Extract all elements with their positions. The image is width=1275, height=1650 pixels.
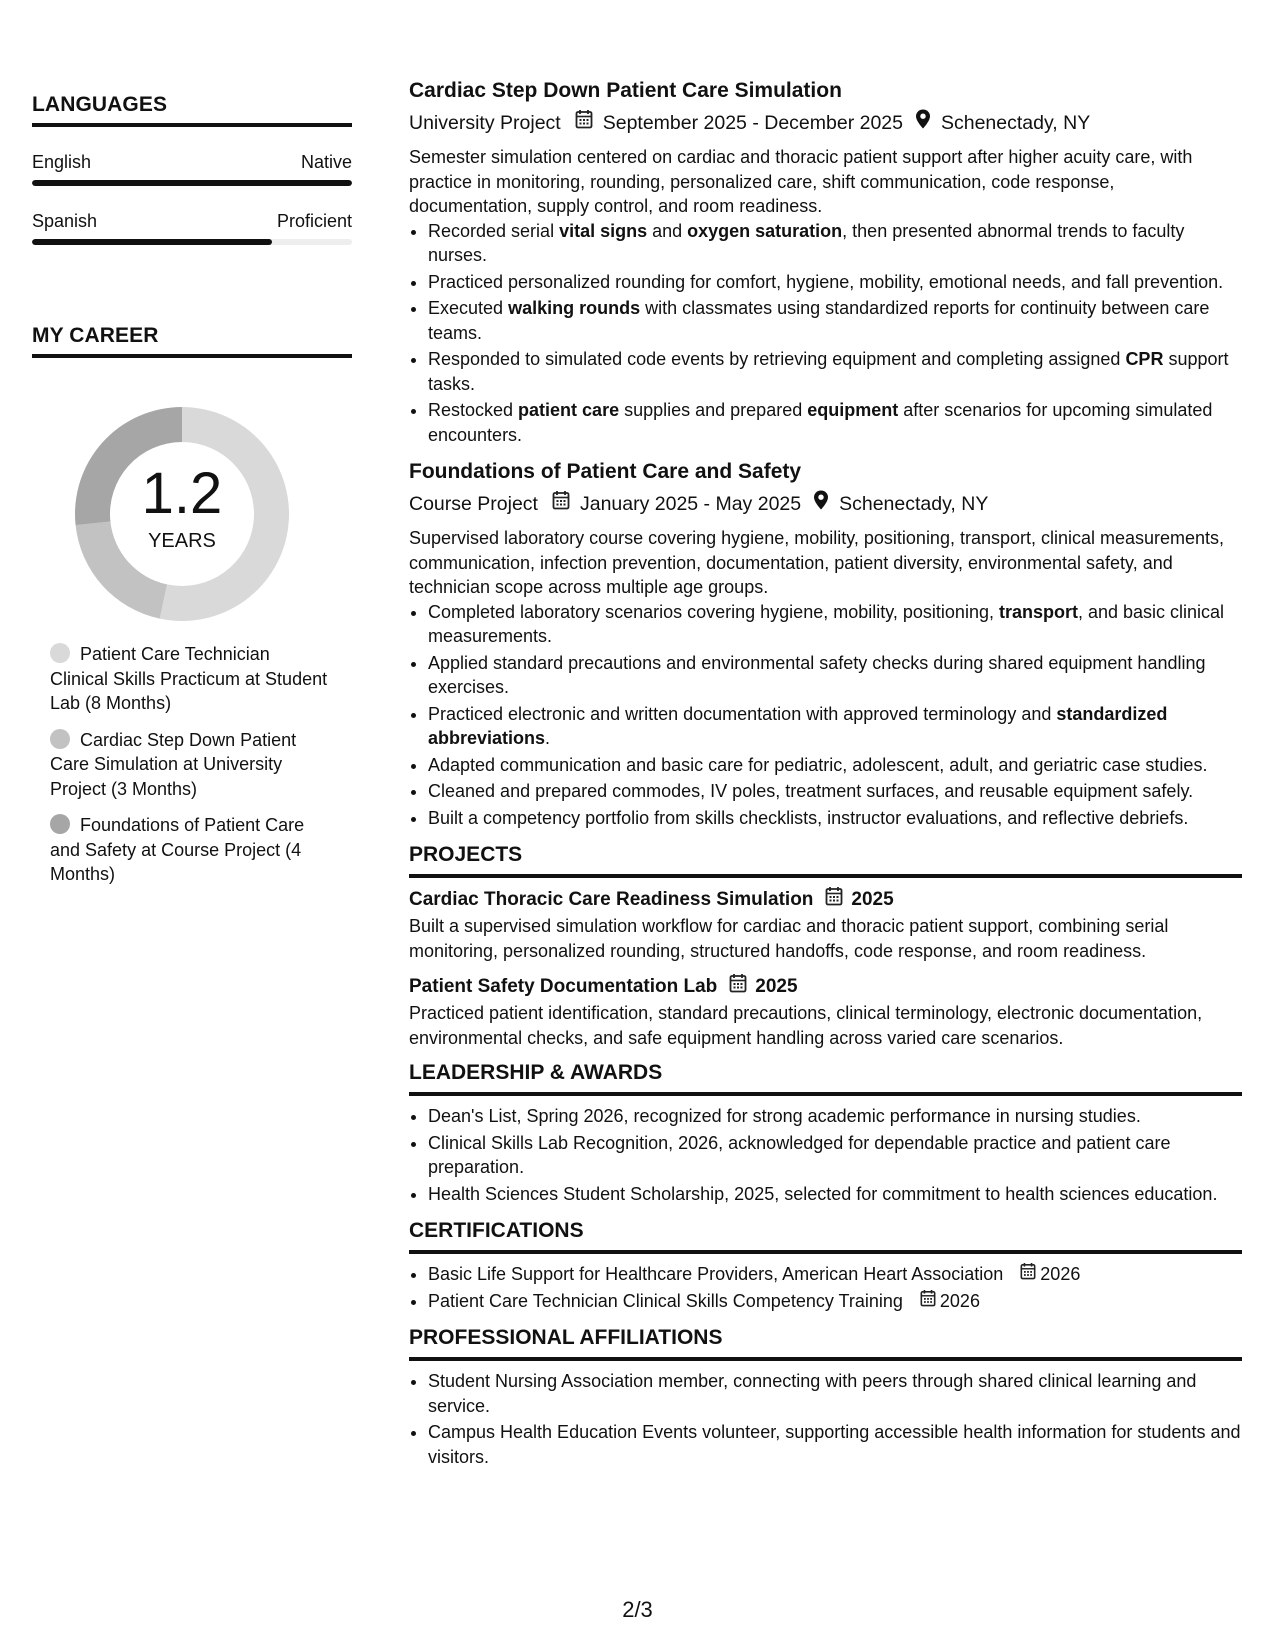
certification-year: 2026 bbox=[939, 1290, 980, 1311]
bullet-keyword: oxygen saturation bbox=[687, 220, 843, 241]
bullet-text: Adapted communication and basic care for pediatric, adolescent, adult, and geriatric case studies. bbox=[428, 754, 1208, 775]
list-item: • Campus Health Education Events volunteer, supporting accessible health information for students and visitors. bbox=[428, 1420, 1242, 1469]
leadership-list bbox=[409, 1104, 1242, 1206]
calendar-icon bbox=[729, 973, 747, 1001]
bullet-text: Recorded serial bbox=[428, 220, 560, 241]
project-title: Cardiac Thoracic Care Readiness Simulation bbox=[409, 889, 814, 910]
experience-entry bbox=[409, 78, 1242, 447]
bullet-keyword: CPR bbox=[1125, 349, 1164, 369]
project-item bbox=[409, 886, 1242, 963]
leadership-rule bbox=[409, 1092, 1242, 1096]
entry-dates: January 2025 - May 2025 bbox=[579, 492, 802, 515]
career-total-value: 1.2 bbox=[141, 461, 223, 526]
certification-name: Basic Life Support for Healthcare Providers, American Heart Association bbox=[428, 1264, 1004, 1284]
leadership-heading: LEADERSHIP & AWARDS bbox=[409, 1061, 663, 1084]
list-item bbox=[428, 1289, 1242, 1314]
bullet-text: Completed laboratory scenarios covering hygiene, mobility, positioning, bbox=[428, 601, 999, 622]
calendar-icon bbox=[575, 109, 593, 136]
bullet-text: Practiced personalized rounding for comfort, hygiene, mobility, emotional needs, and fall prevention. bbox=[428, 271, 1224, 292]
bullet-item bbox=[428, 779, 1242, 804]
bullet-item bbox=[428, 398, 1242, 447]
list-item: • Health Sciences Student Scholarship, 2025, selected for commitment to health sciences education. bbox=[428, 1182, 1242, 1207]
entry-bullets bbox=[409, 219, 1242, 448]
legend-dot bbox=[50, 643, 70, 663]
bullet-text: Built a competency portfolio from skills checklists, instructor evaluations, and reflective debriefs. bbox=[428, 807, 1189, 828]
language-name: Spanish bbox=[32, 211, 98, 231]
bullet-text: after scenarios for upcoming simulated encounters. bbox=[428, 400, 1213, 445]
bullet-text: Applied standard precautions and environmental safety checks during shared equipment handling exercises. bbox=[428, 652, 1206, 697]
certifications-list bbox=[409, 1262, 1242, 1313]
career-item-text: Cardiac Step Down Patient Care Simulation at University Project (3 Months) bbox=[50, 729, 297, 799]
bullet-text: and bbox=[647, 220, 688, 241]
project-title-row bbox=[409, 973, 1242, 1001]
career-legend-item bbox=[50, 728, 332, 802]
bullet-item bbox=[428, 651, 1242, 700]
certification-year: 2026 bbox=[1040, 1264, 1081, 1284]
bullet-item bbox=[428, 270, 1242, 295]
map-pin-icon bbox=[813, 490, 829, 517]
bullet-keyword: standardized abbreviations bbox=[428, 703, 1168, 748]
bullet-item bbox=[428, 347, 1242, 396]
language-name: English bbox=[32, 152, 92, 172]
career-total-unit: YEARS bbox=[148, 530, 216, 552]
bullet-text: , and basic clinical measurements. bbox=[428, 601, 1225, 646]
project-description: Built a supervised simulation workflow for cardiac and thoracic patient support, combining serial monitoring, personalized rounding, structured handoffs, code response, and room readiness. bbox=[409, 916, 1169, 961]
career-legend-item bbox=[50, 642, 332, 716]
entry-dates: September 2025 - December 2025 bbox=[602, 111, 903, 134]
language-proficiency-bar bbox=[32, 180, 352, 186]
bullet-item bbox=[428, 600, 1242, 649]
certifications-heading: CERTIFICATIONS bbox=[409, 1219, 584, 1242]
bullet-item bbox=[428, 753, 1242, 778]
bullet-text: support tasks. bbox=[428, 349, 1229, 394]
language-spanish bbox=[32, 210, 352, 245]
bullet-keyword: walking rounds bbox=[508, 298, 641, 318]
language-level: Proficient bbox=[276, 211, 352, 231]
certifications-rule bbox=[409, 1250, 1242, 1254]
entry-org: University Project bbox=[409, 111, 561, 134]
language-proficiency-fill bbox=[32, 239, 272, 245]
calendar-icon bbox=[825, 886, 843, 914]
career-item-text: Foundations of Patient Care and Safety at Course Project (4 Months) bbox=[50, 815, 305, 884]
entry-description: Semester simulation centered on cardiac and thoracic patient support after higher acuity care, with practice in monitoring, rounding, personalized care, shift communication, code response, documentation, supply control, and room readiness. bbox=[409, 147, 1193, 216]
list-item bbox=[428, 1262, 1242, 1287]
project-title: Patient Safety Documentation Lab bbox=[409, 976, 718, 997]
bullet-keyword: vital signs bbox=[559, 220, 648, 241]
certification-name: Patient Care Technician Clinical Skills Competency Training bbox=[428, 1290, 903, 1311]
entry-location: Schenectady, NY bbox=[839, 492, 989, 515]
projects-heading: PROJECTS bbox=[409, 843, 523, 866]
bullet-item bbox=[428, 219, 1242, 268]
affiliations-list bbox=[409, 1369, 1242, 1469]
entry-org: Course Project bbox=[409, 492, 538, 515]
languages-rule bbox=[32, 123, 352, 127]
entry-title: Cardiac Step Down Patient Care Simulation bbox=[409, 79, 842, 102]
project-year: 2025 bbox=[851, 889, 894, 910]
bullet-keyword: patient care bbox=[518, 400, 620, 420]
bullet-text: Cleaned and prepared commodes, IV poles, treatment surfaces, and reusable equipment safely. bbox=[428, 781, 1194, 801]
bullet-item bbox=[428, 806, 1242, 831]
entry-title: Foundations of Patient Care and Safety bbox=[409, 460, 802, 483]
bullet-keyword: transport bbox=[998, 601, 1078, 622]
experience-entry bbox=[409, 459, 1242, 830]
calendar-icon bbox=[920, 1289, 936, 1314]
map-pin-icon bbox=[915, 109, 931, 136]
bullet-text: , then presented abnormal trends to faculty nurses. bbox=[428, 220, 1185, 265]
entry-bullets bbox=[409, 600, 1242, 831]
list-item: • Clinical Skills Lab Recognition, 2026, acknowledged for dependable practice and patient care preparation. bbox=[428, 1131, 1242, 1180]
bullet-text: Executed bbox=[428, 298, 509, 318]
bullet-text: Restocked bbox=[428, 400, 519, 420]
page-number: 2/3 bbox=[622, 1597, 653, 1622]
legend-dot bbox=[50, 729, 70, 749]
project-title-row bbox=[409, 886, 1242, 914]
career-item-text: Patient Care Technician Clinical Skills Practicum at Student Lab (8 Months) bbox=[50, 644, 328, 713]
bullet-text: with classmates using standardized reports for continuity between care teams. bbox=[428, 298, 1210, 343]
career-rule bbox=[32, 354, 352, 358]
list-item: • Dean's List, Spring 2026, recognized for strong academic performance in nursing studies. bbox=[428, 1104, 1242, 1129]
legend-dot bbox=[50, 814, 70, 834]
entry-meta bbox=[409, 109, 1242, 136]
calendar-icon bbox=[552, 490, 570, 517]
language-proficiency-bar bbox=[32, 239, 352, 245]
bullet-item bbox=[428, 296, 1242, 345]
bullet-text: Practiced electronic and written documentation with approved terminology and bbox=[428, 703, 1057, 724]
language-level: Native bbox=[300, 152, 352, 172]
entry-location: Schenectady, NY bbox=[940, 111, 1091, 134]
calendar-icon bbox=[1020, 1262, 1036, 1287]
project-item bbox=[409, 973, 1242, 1050]
right-column bbox=[409, 78, 1242, 1471]
bullet-text: . bbox=[545, 728, 551, 748]
left-column bbox=[32, 92, 352, 358]
language-english bbox=[32, 151, 352, 186]
bullet-text: supplies and prepared bbox=[619, 400, 808, 420]
affiliations-rule bbox=[409, 1357, 1242, 1361]
list-item: • Student Nursing Association member, connecting with peers through shared clinical learning and service. bbox=[428, 1369, 1242, 1418]
career-donut-chart bbox=[62, 394, 302, 634]
project-description: Practiced patient identification, standard precautions, clinical terminology, electronic documentation, environmental checks, and safe equipment handling across varied care scenarios. bbox=[409, 1003, 1203, 1048]
career-legend bbox=[50, 642, 332, 899]
bullet-text: Responded to simulated code events by retrieving equipment and completing assigned bbox=[428, 349, 1126, 369]
career-legend-item bbox=[50, 813, 332, 887]
project-year: 2025 bbox=[755, 976, 798, 997]
language-proficiency-fill bbox=[32, 180, 352, 186]
projects-rule bbox=[409, 874, 1242, 878]
entry-meta bbox=[409, 490, 1242, 517]
career-heading: MY CAREER bbox=[32, 324, 159, 347]
entry-description: Supervised laboratory course covering hygiene, mobility, positioning, transport, clinical measurements, communication, infection prevention, documentation, patient diversity, environmental safety, and technician scope across multiple age groups. bbox=[409, 528, 1225, 597]
languages-heading: LANGUAGES bbox=[32, 93, 168, 116]
bullet-item bbox=[428, 702, 1242, 751]
affiliations-heading: PROFESSIONAL AFFILIATIONS bbox=[409, 1326, 723, 1349]
bullet-keyword: equipment bbox=[807, 400, 899, 420]
